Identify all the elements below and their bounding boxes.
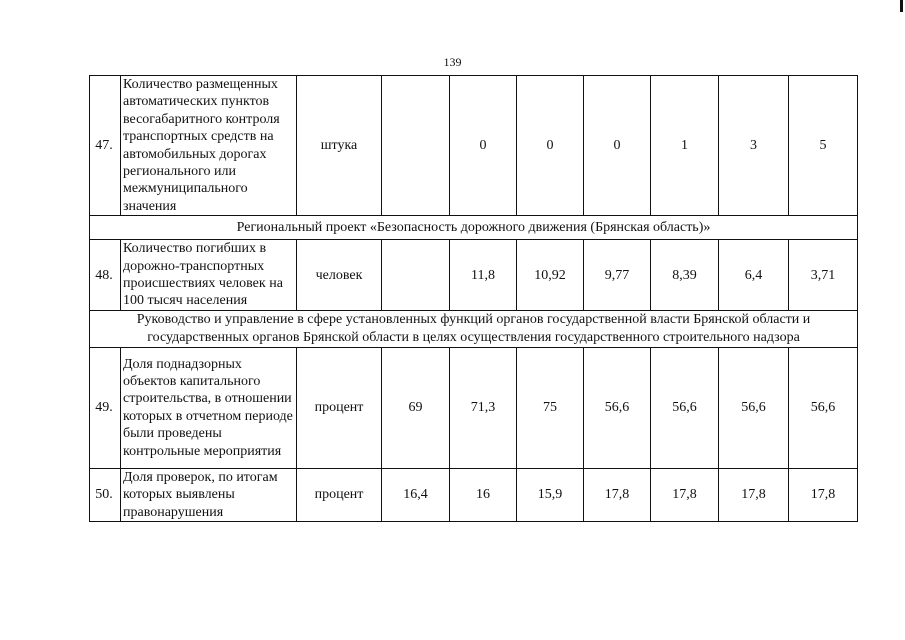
value-cell: 15,9: [517, 468, 584, 521]
table-row-48: [90, 240, 858, 311]
value-cell: 5: [789, 76, 858, 216]
table-row-47: [90, 76, 858, 216]
row-number: 49.: [90, 347, 121, 468]
value-cell: 11,8: [450, 240, 517, 311]
value-cell: 71,3: [450, 347, 517, 468]
section-row: [90, 310, 858, 347]
section-heading: Региональный проект «Безопасность дорожного движения (Брянская область)»: [90, 216, 858, 240]
indicator-name: Доля проверок, по итогам которых выявлены правонарушения: [121, 468, 297, 521]
value-cell: 9,77: [584, 240, 651, 311]
value-cell: 17,8: [651, 468, 719, 521]
value-cell: 56,6: [651, 347, 719, 468]
value-cell: 56,6: [789, 347, 858, 468]
indicator-name: Количество размещенных автоматических пунктов весогабаритного контроля транспортных средств на автомобильных дорогах регионального или межмуниципального значения: [121, 76, 297, 216]
row-number: 47.: [90, 76, 121, 216]
value-cell: 1: [651, 76, 719, 216]
value-cell: 56,6: [584, 347, 651, 468]
value-cell: 17,8: [719, 468, 789, 521]
row-number: 48.: [90, 240, 121, 311]
value-cell: [382, 240, 450, 311]
value-cell: 0: [450, 76, 517, 216]
section-heading: Руководство и управление в сфере установленных функций органов государственной власти Брянской области и государственных органов Брянской области в целях осуществления государственного строительного надзора: [90, 310, 858, 347]
unit-cell: человек: [297, 240, 382, 311]
unit-cell: процент: [297, 468, 382, 521]
value-cell: 10,92: [517, 240, 584, 311]
value-cell: 69: [382, 347, 450, 468]
value-cell: 3,71: [789, 240, 858, 311]
value-cell: 75: [517, 347, 584, 468]
indicator-name: Количество погибших в дорожно-транспортных происшествиях человек на 100 тысяч населения: [121, 240, 297, 311]
unit-cell: штука: [297, 76, 382, 216]
value-cell: [382, 76, 450, 216]
indicator-table: [89, 75, 858, 522]
value-cell: 17,8: [789, 468, 858, 521]
value-cell: 56,6: [719, 347, 789, 468]
value-cell: 6,4: [719, 240, 789, 311]
unit-cell: процент: [297, 347, 382, 468]
value-cell: 17,8: [584, 468, 651, 521]
value-cell: 16: [450, 468, 517, 521]
scan-edge-mark: [900, 0, 903, 12]
value-cell: 16,4: [382, 468, 450, 521]
table-row-49: [90, 347, 858, 468]
section-row: [90, 216, 858, 240]
page-number: 139: [443, 55, 462, 69]
value-cell: 8,39: [651, 240, 719, 311]
table-row-50: [90, 468, 858, 521]
value-cell: 0: [584, 76, 651, 216]
value-cell: 3: [719, 76, 789, 216]
value-cell: 0: [517, 76, 584, 216]
indicator-name: Доля поднадзорных объектов капитального строительства, в отношении которых в отчетном периоде были проведены контрольные мероприятия: [121, 347, 297, 468]
row-number: 50.: [90, 468, 121, 521]
